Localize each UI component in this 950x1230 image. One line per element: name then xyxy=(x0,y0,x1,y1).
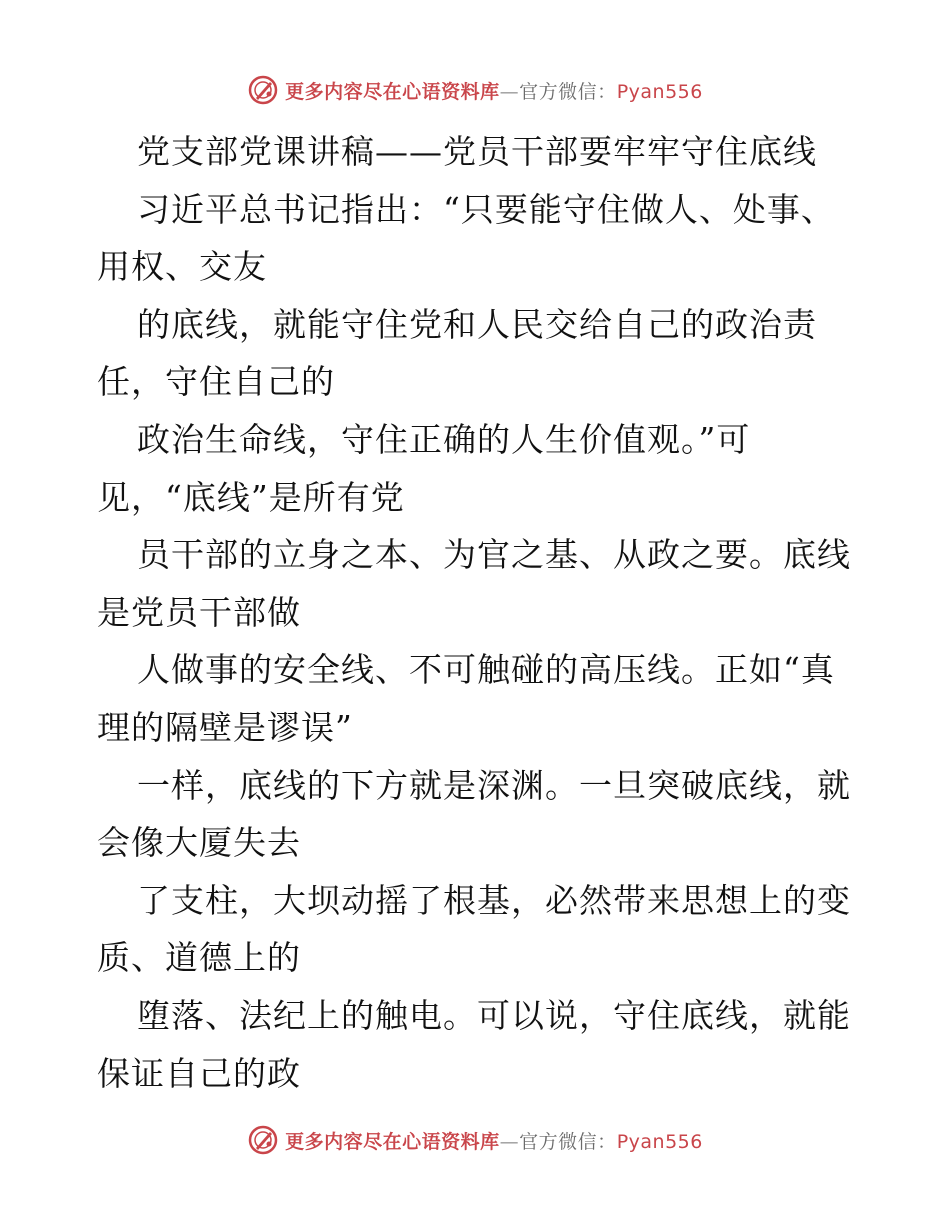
paragraph-line: 保证自己的政 xyxy=(97,1053,301,1093)
banner-handle: Pyan556 xyxy=(616,80,703,103)
paragraph-line: 了支柱，大坝动摇了根基，必然带来思想上的变 xyxy=(137,880,851,920)
banner-text xyxy=(285,77,703,104)
banner-content xyxy=(247,1124,703,1156)
paragraph-line: 习近平总书记指出：“只要能守住做人、处事、 xyxy=(137,189,835,229)
banner-content xyxy=(247,74,703,106)
paragraph-line: 一样，底线的下方就是深渊。一旦突破底线，就 xyxy=(137,765,851,805)
paragraph-line: 见，“底线”是所有党 xyxy=(97,477,405,517)
paragraph-line: 人做事的安全线、不可触碰的高压线。正如“真 xyxy=(137,650,835,690)
brand-logo-icon xyxy=(247,1124,279,1156)
paragraph-line: 的底线，就能守住党和人民交给自己的政治责 xyxy=(137,304,817,344)
paragraph-line: 用权、交友 xyxy=(97,247,267,287)
document-body xyxy=(97,123,857,1102)
banner-official-label: 官方微信： xyxy=(519,1130,617,1153)
footer-watermark-banner xyxy=(0,1120,950,1160)
paragraph-line: 会像大厦失去 xyxy=(97,823,301,863)
document-title: 党支部党课讲稿——党员干部要牢牢守住底线 xyxy=(137,132,817,171)
brand-logo-icon xyxy=(247,74,279,106)
header-watermark-banner xyxy=(0,70,950,110)
paragraph-line: 任，守住自己的 xyxy=(97,362,335,402)
banner-brand: 更多内容尽在心语资料库 xyxy=(285,1130,500,1153)
banner-text xyxy=(285,1127,703,1154)
paragraph-line: 政治生命线，守住正确的人生价值观。”可 xyxy=(137,419,751,459)
paragraph-line: 是党员干部做 xyxy=(97,592,301,632)
paragraph-line: 员干部的立身之本、为官之基、从政之要。底线 xyxy=(137,535,851,575)
banner-dash: — xyxy=(499,1130,520,1153)
paragraph-line: 质、道德上的 xyxy=(97,938,301,978)
banner-official-label: 官方微信： xyxy=(519,80,617,103)
banner-handle: Pyan556 xyxy=(616,1130,703,1153)
banner-dash: — xyxy=(499,80,520,103)
paragraph-line: 堕落、法纪上的触电。可以说，守住底线，就能 xyxy=(137,995,851,1035)
paragraph-line: 理的隔壁是谬误” xyxy=(97,707,353,747)
banner-brand: 更多内容尽在心语资料库 xyxy=(285,80,500,103)
